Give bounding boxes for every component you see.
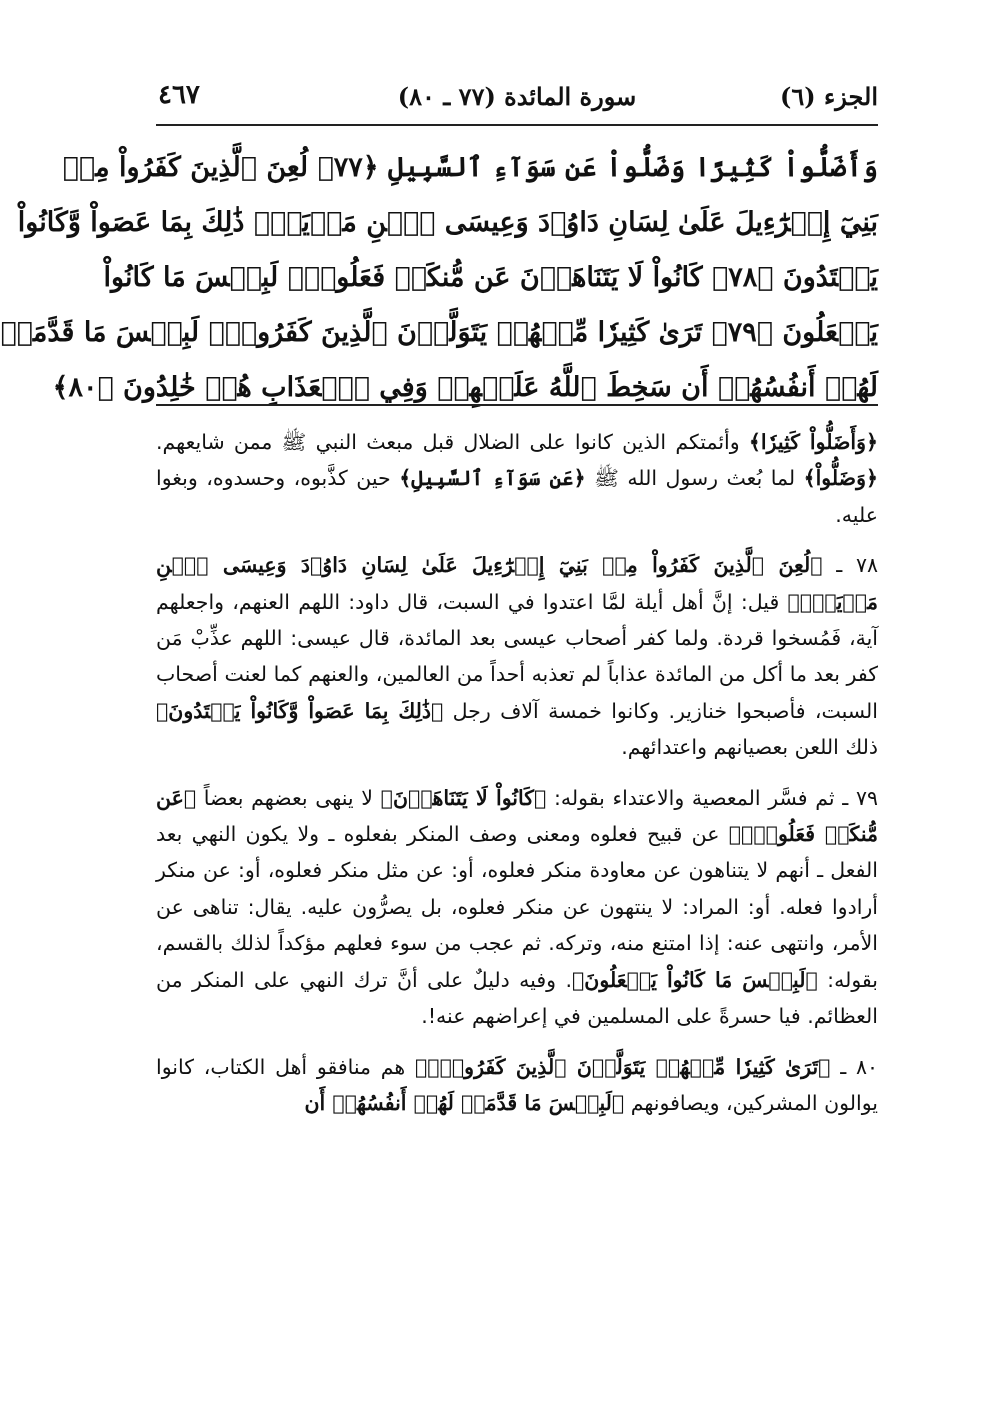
- page-number: ٤٦٧: [158, 80, 200, 110]
- commentary-text: ثم فسَّر المعصية والاعتداء بقوله:: [546, 785, 835, 810]
- quran-line: يَفۡعَلُونَ ﴿٧٩﴾ تَرَىٰ كَثِيرٗا مِّنۡهُمۡ يَتَوَلَّوۡنَ ٱلَّذِينَ كَفَرُواْۚ لَبِئۡسَ مَا قَدَّمَتۡ: [0, 317, 878, 348]
- commentary-text: هم منافقو أهل الكتاب، كانوا يوالون المشركين، ويصافونهم: [156, 1054, 878, 1115]
- verse-number: ٨٠ ـ: [830, 1054, 878, 1079]
- verse-number: ٧٨ ـ: [822, 553, 878, 578]
- quran-quote: ﴿ذَٰلِكَ بِمَا عَصَواْ وَّكَانُواْ يَعۡتَدُونَ﴾: [156, 698, 444, 723]
- quran-quote: ﴿لَبِئۡسَ مَا كَانُواْ يَفۡعَلُونَ﴾: [572, 967, 818, 992]
- quran-quote: ﴿كَانُواْ لَا يَتَنَاهَوۡنَ﴾: [380, 785, 547, 810]
- commentary-text: وأئمتكم الذين كانوا على الضلال قبل مبعث النبي ﷺ ممن شايعهم.: [156, 430, 749, 454]
- commentary-text: لا ينهى بعضهم بعضاً: [196, 785, 381, 810]
- commentary-paragraph: [156, 547, 878, 765]
- juz-label: الجزء (٦): [780, 82, 878, 111]
- quran-line: بَنِيٓ إِسۡرَٰٓءِيلَ عَلَىٰ لِسَانِ دَاوُۥدَ وَعِيسَى ٱبۡنِ مَرۡيَمَۚ ذَٰلِكَ بِمَا عَصَواْ وَّكَانُواْ: [17, 207, 878, 238]
- commentary-paragraph: [156, 1049, 878, 1122]
- quran-quote: ﴿وَأَضَلُّواْ كَثِيرٗا﴾: [748, 430, 878, 454]
- quran-line: وَأَضَلُّواْ كَثِيرًا وَضَلُّواْ عَن سَوَآءِ ٱلسَّبِيلِ ﴿٧٧﴾ لُعِنَ ٱلَّذِينَ كَفَرُواْ مِنۢ: [62, 152, 878, 183]
- commentary-text: حين كذَّبوه، وحسدوه، وبغوا عليه.: [156, 466, 878, 527]
- quran-quote: ﴿لَبِئۡسَ مَا قَدَّمَتۡ لَهُمۡ أَنفُسُهُمۡ أَن: [304, 1090, 625, 1115]
- commentary-paragraph: [156, 780, 878, 1035]
- quran-quote: ﴿تَرَىٰ كَثِيرٗا مِّنۡهُمۡ يَتَوَلَّوۡنَ ٱلَّذِينَ كَفَرُواْۚ﴾: [414, 1054, 831, 1079]
- quran-quote: ﴿عَن سَوَآءِ ٱلسَّبِيلِ﴾: [399, 466, 586, 491]
- quran-line: لَهُمۡ أَنفُسُهُمۡ أَن سَخِطَ ٱللَّهُ عَلَيۡهِمۡ وَفِي ٱلۡعَذَابِ هُمۡ خَٰلِدُونَ ﴿٨٠﴾: [52, 372, 878, 403]
- quran-text-block: [0, 140, 878, 415]
- quran-quote: ﴿عَن مُّنكَرٖ فَعَلُوهُۚ﴾: [156, 785, 878, 847]
- header-divider: [156, 124, 878, 126]
- quran-quote: ﴿لُعِنَ ٱلَّذِينَ كَفَرُواْ مِنۢ بَنِيٓ إِسۡرَٰٓءِيلَ عَلَىٰ لِسَانِ دَاوُۥدَ وَعِيسَى ٱبۡنِ مَرۡيَمَۚ﴾: [156, 553, 878, 614]
- surah-title: سورة المائدة (٧٧ ـ ٨٠): [397, 82, 637, 111]
- page-header: [156, 78, 878, 122]
- commentary-paragraph: [156, 424, 878, 533]
- commentary-block: [156, 424, 878, 1135]
- quran-line: يَعۡتَدُونَ ﴿٧٨﴾ كَانُواْ لَا يَتَنَاهَوۡنَ عَن مُّنكَرٖ فَعَلُوهُۚ لَبِئۡسَ مَا كَانُواْ: [103, 262, 878, 293]
- commentary-text: . وفيه دليلٌ على أنَّ ترك النهي على المنكر من العظائم. فيا حسرةً على المسلمين في إعراضهم عنه!.: [156, 967, 878, 1029]
- text-divider: [156, 404, 878, 406]
- quran-quote: ﴿وَضَلُّواْ﴾: [803, 466, 878, 491]
- verse-number: ٧٩ ـ: [834, 785, 878, 810]
- commentary-text: لما بُعث رسول الله ﷺ: [585, 466, 804, 491]
- commentary-text: ذلك اللعن بعصيانهم واعتدائهم.: [621, 735, 878, 760]
- commentary-text: قيل: إنَّ أهل أيلة لمَّا اعتدوا في السبت، قال داود: اللهم العنهم، واجعلهم آية، فَمُسخوا قردة. ولما كفر أصحاب عيسى بعد المائدة، قال عيسى: اللهم عذِّبْ مَن كفر بعد ما أكل من المائدة عذاباً لم تعذبه أحداً من العالمين، والعنهم كما لعنت أصحاب السبت، فأصبحوا خنازير. وكانوا خمسة آلاف رجل: [156, 589, 878, 723]
- commentary-text: عن قبيح فعلوه ومعنى وصف المنكر بفعلوه ـ ولا يكون النهي بعد الفعل ـ أنهم لا يتناهون عن معاودة منكر فعلوه، أو: عن مثل منكر فعلوه، أو: عن منكر أرادوا فعله. أو: المراد: لا ينتهون عن منكر فعلوه، بل يصرُّون عليه. يقال: تناهى عن الأمر، وانتهى عنه: إذا امتنع منه، وتركه. ثم عجب من سوء فعلهم مؤكداً لذلك بالقسم، بقوله:: [156, 822, 878, 992]
